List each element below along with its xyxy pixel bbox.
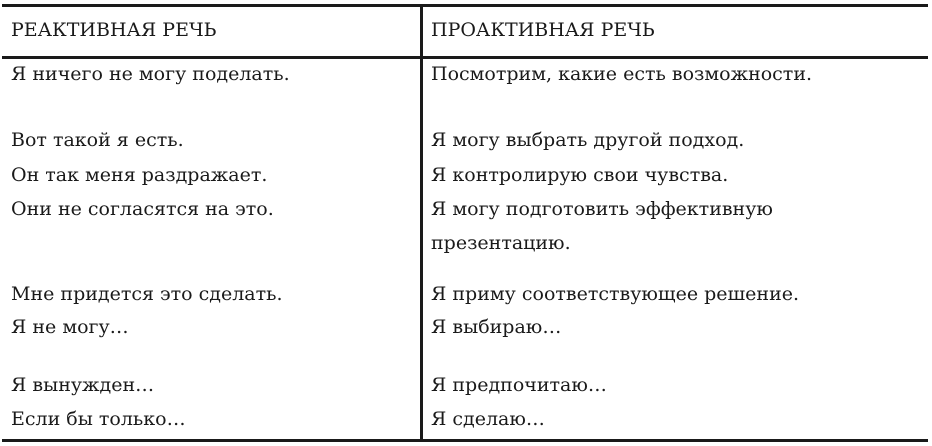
header-proactive: ПРОАКТИВНАЯ РЕЧЬ	[431, 19, 655, 41]
reactive-row-8: Если бы только…	[11, 408, 186, 430]
proactive-row-4-continued: презентацию.	[431, 232, 571, 254]
table-bottom-rule	[2, 439, 928, 442]
reactive-row-2: Вот такой я есть.	[11, 129, 184, 151]
header-reactive: РЕАКТИВНАЯ РЕЧЬ	[11, 19, 217, 41]
reactive-row-5: Мне придется это сделать.	[11, 283, 283, 305]
proactive-row-3: Я контролирую свои чувства.	[431, 164, 729, 186]
proactive-row-7: Я предпочитаю…	[431, 374, 607, 396]
table-header-rule	[2, 56, 928, 59]
table-top-rule	[2, 4, 928, 7]
table-column-divider	[420, 4, 423, 442]
proactive-row-4: Я могу подготовить эффективную	[431, 198, 773, 220]
reactive-row-7: Я вынужден…	[11, 374, 155, 396]
proactive-row-2: Я могу выбрать другой подход.	[431, 129, 745, 151]
proactive-row-8: Я сделаю…	[431, 408, 545, 430]
reactive-row-3: Он так меня раздражает.	[11, 164, 268, 186]
proactive-row-5: Я приму соответствующее решение.	[431, 283, 800, 305]
reactive-row-6: Я не могу…	[11, 316, 129, 338]
proactive-row-1: Посмотрим, какие есть возможности.	[431, 63, 813, 85]
reactive-row-1: Я ничего не могу поделать.	[11, 63, 290, 85]
proactive-row-6: Я выбираю…	[431, 316, 562, 338]
reactive-row-4: Они не согласятся на это.	[11, 198, 274, 220]
